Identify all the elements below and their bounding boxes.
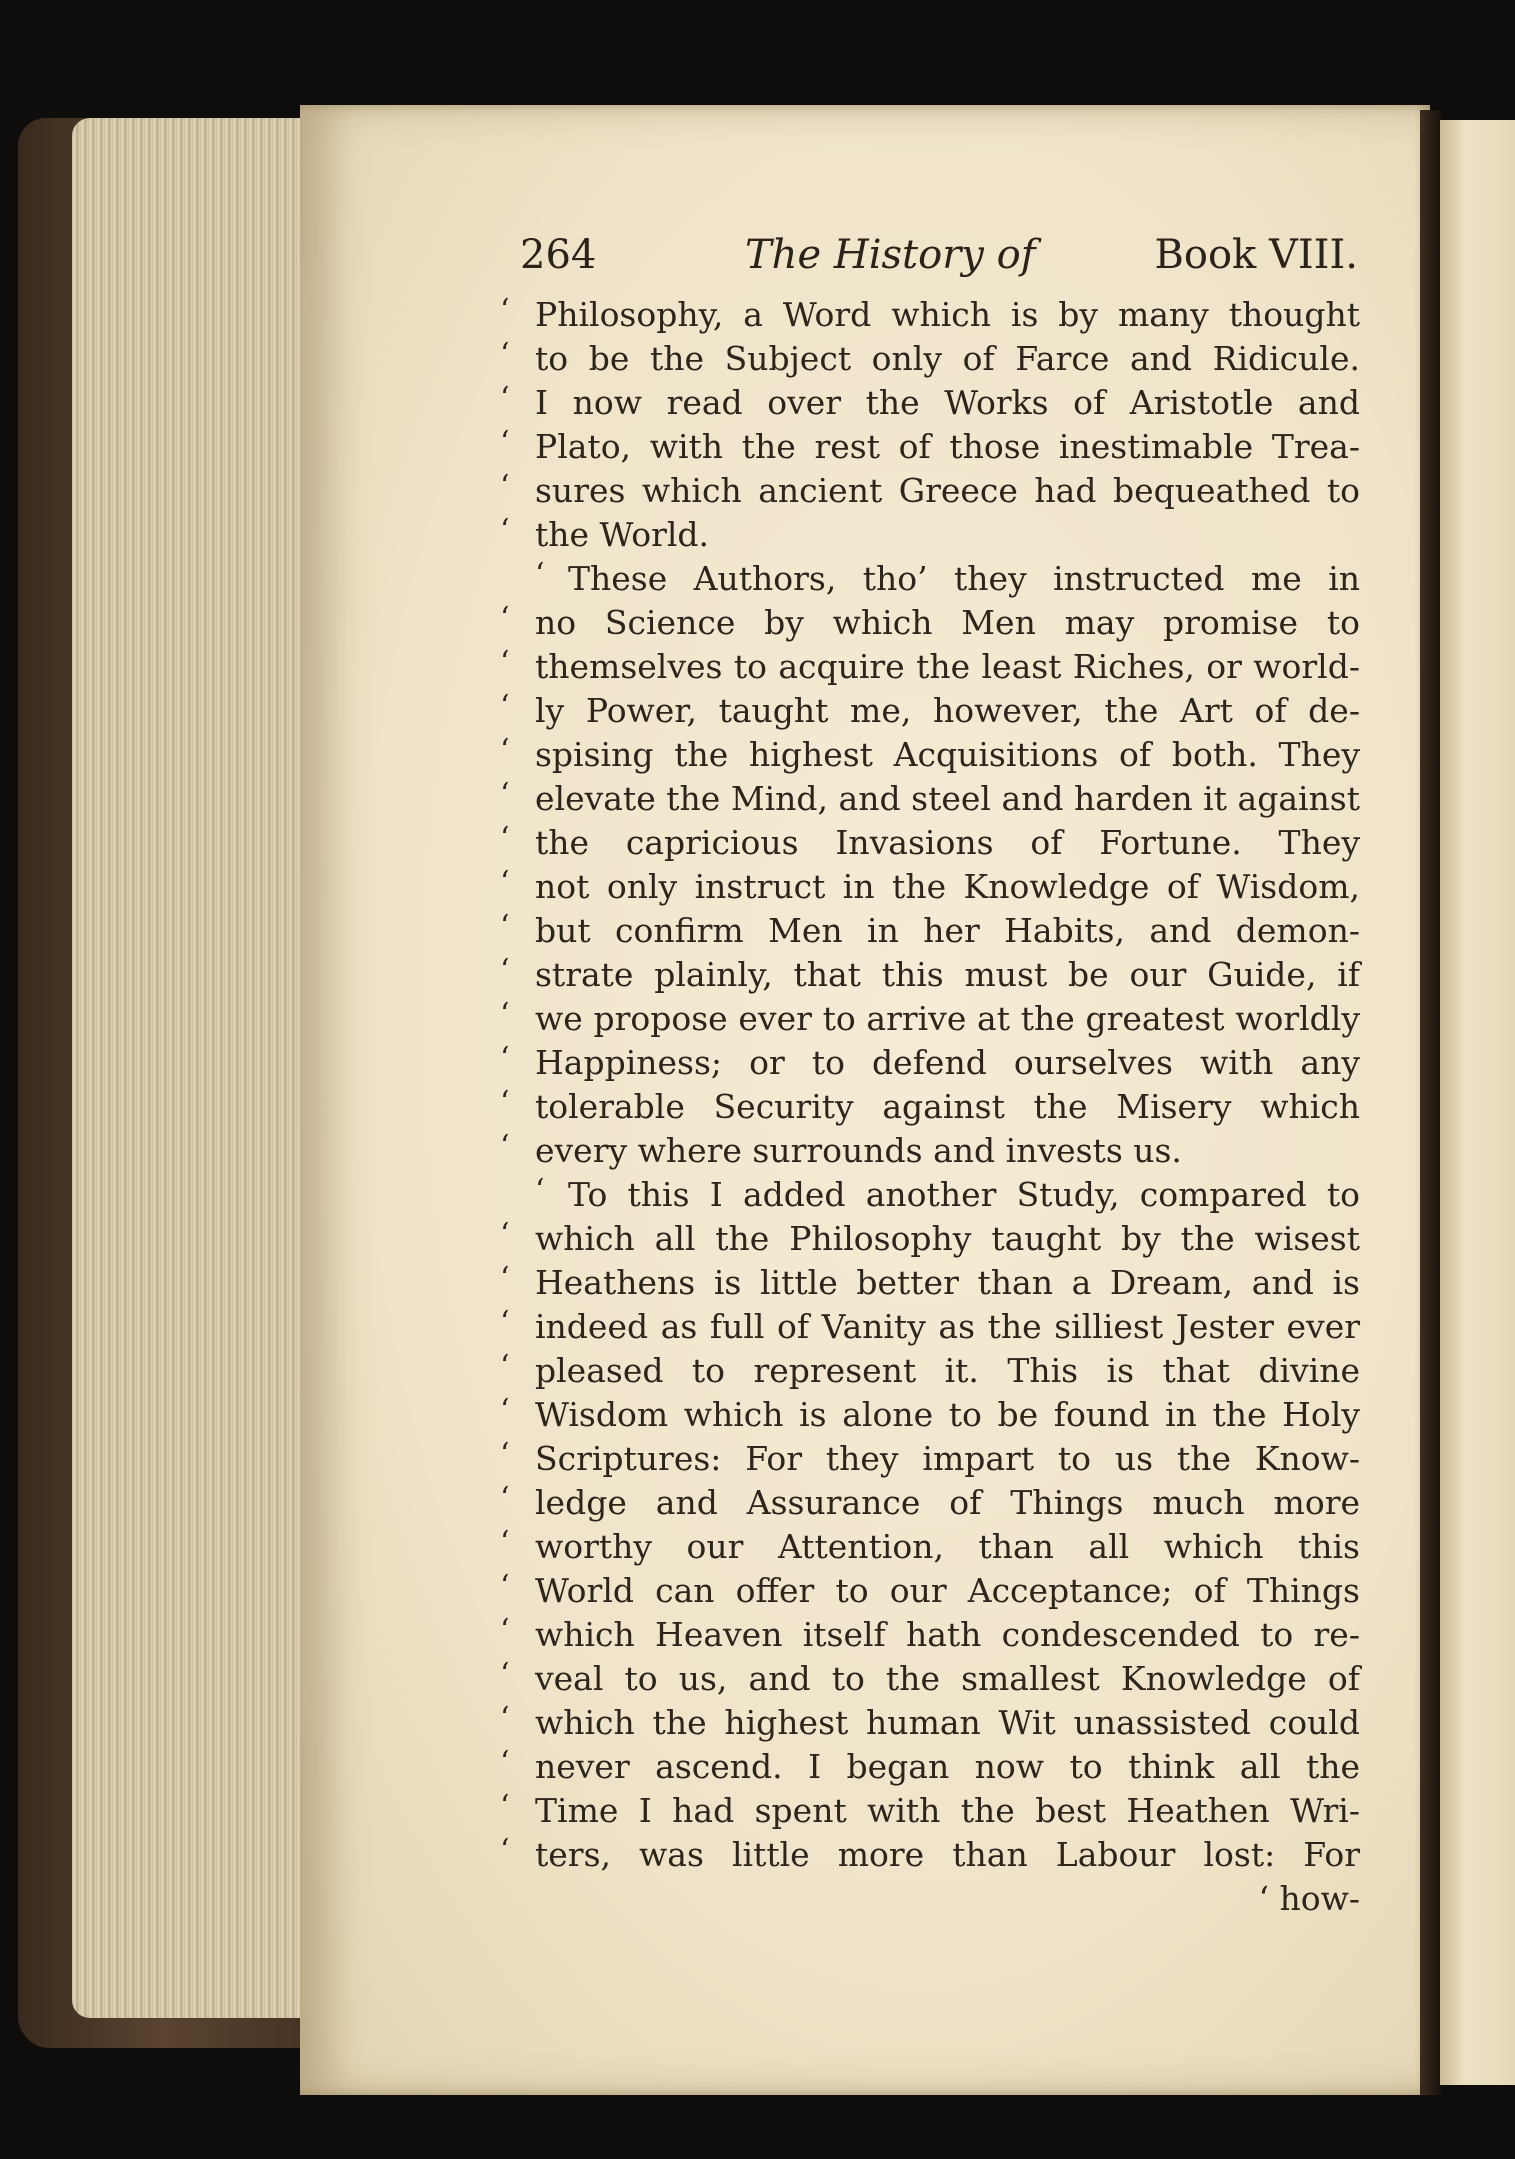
quote-mark: ‘ [500,1525,510,1560]
quote-mark: ‘ [500,601,510,636]
page-number: 264 [520,232,597,278]
quote-mark: ‘ [500,777,510,812]
quote-mark: ‘ [500,513,510,548]
text-line: ‘ ly Power, taught me, however, the Art of de- [500,689,1360,733]
paragraph-start: ‘ These Authors, tho’ they instructed me in [500,557,1360,601]
page-edges [72,118,322,2018]
facing-page-edge [1440,120,1515,2085]
quote-mark: ‘ [500,997,510,1032]
text-line: ‘ every where surrounds and invests us. [500,1129,1360,1173]
quote-mark: ‘ [500,1789,510,1824]
quote-mark: ‘ [500,1305,510,1340]
text-line: ‘ I now read over the Works of Aristotle and [500,381,1360,425]
text-line: ‘ the World. [500,513,1360,557]
quote-mark: ‘ [500,1261,510,1296]
quote-mark: ‘ [500,1701,510,1736]
book-number: Book VIII. [1154,232,1358,278]
quote-mark: ‘ [500,733,510,768]
quote-mark: ‘ [500,1437,510,1472]
quote-mark: ‘ [500,337,510,372]
text-line: ‘ no Science by which Men may promise to [500,601,1360,645]
text-line: ‘ we propose ever to arrive at the greatest worldly [500,997,1360,1041]
text-line: ‘ World can offer to our Acceptance; of Things [500,1569,1360,1613]
text-line: ‘ worthy our Attention, than all which this [500,1525,1360,1569]
quote-mark: ‘ [500,909,510,944]
quote-mark: ‘ [500,865,510,900]
running-title: The History of [745,232,1036,278]
text-line: ‘ never ascend. I began now to think all the [500,1745,1360,1789]
text-line: ‘ Happiness; or to defend ourselves with any [500,1041,1360,1085]
text-line: ‘ Time I had spent with the best Heathen Wri- [500,1789,1360,1833]
quote-mark: ‘ [535,1173,545,1208]
quote-mark: ‘ [500,1129,510,1164]
text-line: ‘ sures which ancient Greece had bequeathed to [500,469,1360,513]
text-line: ‘ ledge and Assurance of Things much more [500,1481,1360,1525]
text-line: ‘ strate plainly, that this must be our Guide, if [500,953,1360,997]
text-line: ‘ Scriptures: For they impart to us the Know- [500,1437,1360,1481]
text-line: ‘ veal to us, and to the smallest Knowledge of [500,1657,1360,1701]
quote-mark: ‘ [500,1481,510,1516]
quote-mark: ‘ [500,1393,510,1428]
quote-mark: ‘ [500,1613,510,1648]
text-line: ‘ but confirm Men in her Habits, and demon- [500,909,1360,953]
quote-mark: ‘ [500,1657,510,1692]
quote-mark: ‘ [500,953,510,988]
quote-mark: ‘ [500,1569,510,1604]
text-line: ‘ themselves to acquire the least Riches, or world- [500,645,1360,689]
paragraph-start: ‘ To this I added another Study, compared to [500,1173,1360,1217]
running-header [520,232,1358,276]
quote-mark: ‘ [500,821,510,856]
text-line: ‘ which Heaven itself hath condescended to re- [500,1613,1360,1657]
text-line: ‘ not only instruct in the Knowledge of Wisdom, [500,865,1360,909]
quote-mark: ‘ [500,689,510,724]
text-line: ‘ Wisdom which is alone to be found in the Holy [500,1393,1360,1437]
text-line: ‘ indeed as full of Vanity as the silliest Jester ever [500,1305,1360,1349]
text-line: ‘ Plato, with the rest of those inestimable Trea- [500,425,1360,469]
quote-mark: ‘ [500,1085,510,1120]
quote-mark: ‘ [500,645,510,680]
quote-mark: ‘ [500,1745,510,1780]
text-line: ‘ elevate the Mind, and steel and harden it against [500,777,1360,821]
text-line: ‘ which all the Philosophy taught by the wisest [500,1217,1360,1261]
quote-mark: ‘ [535,557,545,592]
text-line: ‘ Heathens is little better than a Dream, and is [500,1261,1360,1305]
text-line: ‘ Philosophy, a Word which is by many thought [500,293,1360,337]
quote-mark: ‘ [500,469,510,504]
quote-mark: ‘ [500,1349,510,1384]
quote-mark: ‘ [500,293,510,328]
text-line: ‘ which the highest human Wit unassisted could [500,1701,1360,1745]
text-line: ‘ tolerable Security against the Misery which [500,1085,1360,1129]
quote-mark: ‘ [500,1217,510,1252]
text-line: ‘ the capricious Invasions of Fortune. They [500,821,1360,865]
quote-mark: ‘ [500,381,510,416]
text-line: ‘ ters, was little more than Labour lost: For [500,1833,1360,1877]
body-text [500,293,1360,1921]
quote-mark: ‘ [500,425,510,460]
catchword: ‘ how- [1258,1879,1360,1918]
text-line: ‘ to be the Subject only of Farce and Ridicule. [500,337,1360,381]
quote-mark: ‘ [500,1041,510,1076]
text-line: ‘ spising the highest Acquisitions of both. They [500,733,1360,777]
quote-mark: ‘ [500,1833,510,1868]
book-gutter [1420,110,1442,2095]
text-line: ‘ pleased to represent it. This is that divine [500,1349,1360,1393]
